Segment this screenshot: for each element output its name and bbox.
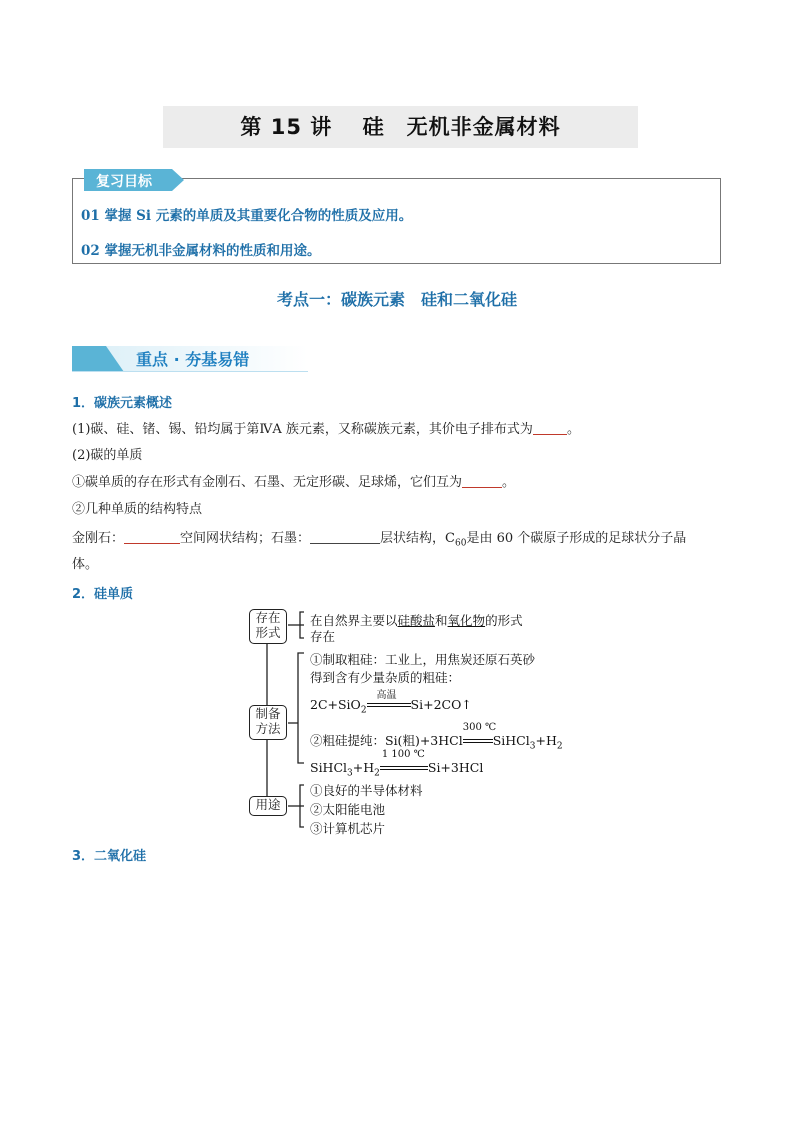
heading-3: 3．二氧化硅 [72, 849, 147, 864]
silicate-term: 硅酸盐 [397, 613, 436, 628]
diagram-connectors [246, 605, 556, 835]
prep-line-1: ①制取粗硅：工业上，用焦炭还原石英砂 [310, 652, 536, 667]
equation-1 [310, 689, 472, 716]
eq2-sub2: 2 [556, 741, 563, 752]
para-1-3 [72, 471, 515, 490]
existence-text-a: 在自然界主要以 [310, 613, 398, 628]
eq1-condition: 高温 [376, 689, 397, 701]
para-1-5-d: 是由 60 个碳原子形成的足球状分子晶 [466, 531, 687, 546]
eq2-condition: 300 ℃ [462, 721, 497, 733]
eq3-left: SiHCl [310, 760, 348, 775]
eq3-right: Si+3HCl [427, 760, 484, 775]
goals-tag-label: 复习目标 [96, 174, 152, 190]
goal-item-2: 02 掌握无机非金属材料的性质和用途。 [81, 243, 321, 259]
page-title: 第 15 讲 硅 无机非金属材料 [240, 115, 561, 139]
eq2-sub: 3 [529, 741, 536, 752]
eq2-right: SiHCl [492, 733, 530, 748]
box-existence-l1: 存在 [255, 610, 281, 625]
eq3-sub2: 2 [374, 768, 380, 779]
use-item-1: ①良好的半导体材料 [310, 783, 423, 798]
existence-line-2: 存在 [310, 629, 336, 644]
para-1-5 [72, 527, 686, 549]
kaodian-title: 考点一：碳族元素 硅和二氧化硅 [276, 290, 517, 309]
section-banner-label: 重点 · 夯基易错 [136, 350, 250, 369]
box-existence [249, 609, 287, 644]
para-1-1 [72, 418, 580, 437]
use-item-3: ③计算机芯片 [310, 821, 386, 836]
para-1-5-c: 层状结构，C [380, 531, 455, 546]
prep-line-2: 得到含有少量杂质的粗硅： [310, 670, 461, 685]
page-title-bar [163, 106, 638, 148]
goal-item-1: 01 掌握 Si 元素的单质及其重要化合物的性质及应用。 [81, 208, 413, 224]
para-1-3-end: 。 [502, 475, 516, 490]
eq2-arrow [462, 721, 497, 748]
para-1-2: (2)碳的单质 [72, 448, 143, 463]
eq2-right2: +H [535, 733, 557, 748]
equation-2 [310, 721, 563, 752]
answer-blank[interactable] [310, 530, 380, 544]
eq3-sub: 3 [347, 768, 353, 779]
heading-2: 2．硅单质 [72, 587, 134, 602]
box-preparation-l2: 方法 [255, 721, 281, 736]
existence-line-1 [310, 611, 523, 629]
box-uses [249, 796, 287, 816]
eq3-condition: 1 100 ℃ [381, 748, 425, 760]
use-item-2: ②太阳能电池 [310, 802, 386, 817]
box-preparation [249, 705, 287, 740]
answer-blank[interactable] [124, 530, 180, 544]
para-1-1-text: (1)碳、硅、锗、锡、铅均属于第ⅣA 族元素，又称碳族元素，其价电子排布式为 [72, 422, 533, 437]
para-1-1-end: 。 [566, 422, 580, 437]
oxide-term: 氧化物 [447, 613, 486, 628]
para-1-5-a: 金刚石： [72, 531, 125, 546]
goals-tag [84, 169, 184, 191]
equation-3 [310, 748, 484, 779]
heading-1: 1．碳族元素概述 [72, 396, 173, 411]
answer-blank[interactable] [533, 421, 567, 435]
existence-text-b: 的形式 [485, 613, 523, 628]
eq1-right: Si+2CO↑ [410, 697, 472, 712]
para-1-5-b: 空间网状结构；石墨： [180, 531, 311, 546]
section-banner [72, 346, 308, 372]
para-1-6: 体。 [72, 557, 99, 572]
existence-and: 和 [435, 613, 448, 628]
para-1-3-text: ①碳单质的存在形式有金刚石、石墨、无定形碳、足球烯，它们互为 [72, 475, 463, 490]
eq1-sub: 2 [360, 705, 367, 716]
box-existence-l2: 形式 [255, 625, 281, 640]
para-1-4: ②几种单质的结构特点 [72, 502, 203, 517]
answer-blank[interactable] [462, 474, 502, 488]
eq2-left: ②粗硅提纯：Si(粗)+3HCl [310, 733, 463, 748]
box-uses-label: 用途 [255, 797, 281, 812]
eq3-left2: +H [352, 760, 375, 775]
silicon-diagram [246, 605, 563, 836]
eq3-arrow [380, 748, 428, 775]
eq1-left: 2C+SiO [310, 697, 361, 712]
eq1-arrow [367, 689, 411, 712]
para-1-5-sub: 60 [454, 538, 467, 549]
box-preparation-l1: 制备 [255, 706, 281, 721]
